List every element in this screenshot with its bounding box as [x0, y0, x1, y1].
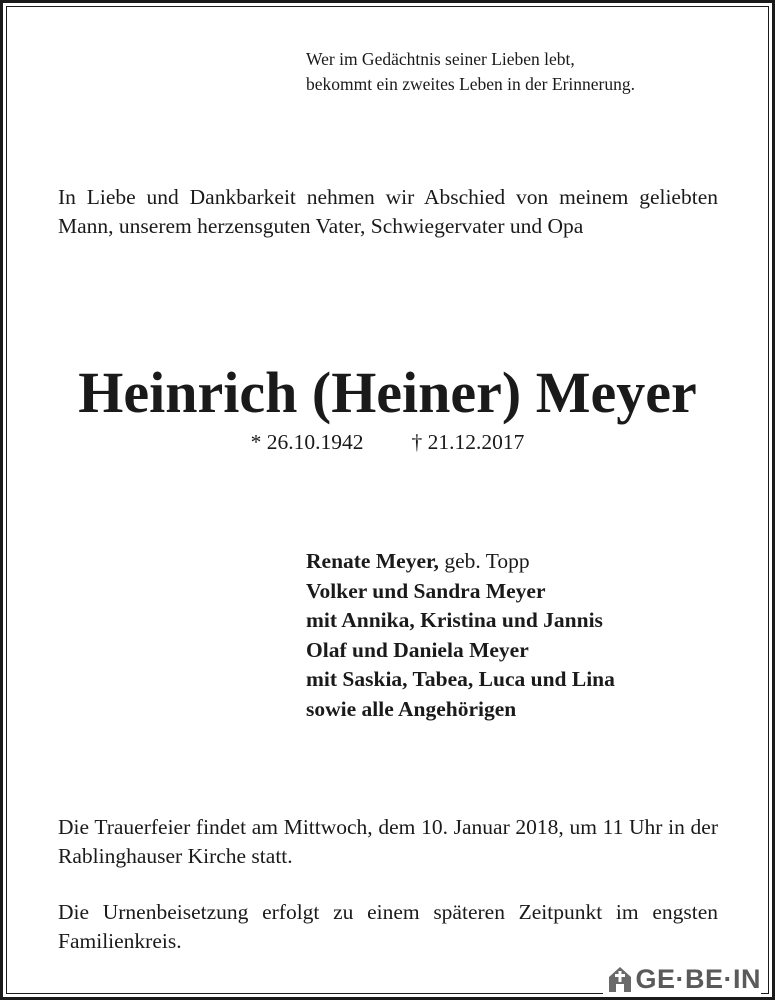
gebein-logo: [603, 964, 762, 994]
intro-text: In Liebe und Dankbarkeit nehmen wir Abschied von meinem geliebten Mann, unserem herzensguten Vater, Schwiegervater und Opa: [58, 185, 718, 238]
church-icon: [607, 965, 633, 993]
mourner-line: [306, 547, 746, 577]
motto-line-2: bekommt ein zweites Leben in der Erinnerung.: [306, 74, 635, 94]
urn-burial-notice: Die Urnenbeisetzung erfolgt zu einem späteren Zeitpunkt im engsten Familienkreis.: [58, 900, 718, 953]
motto-quote: [306, 47, 746, 97]
deceased-name: Heinrich (Heiner) Meyer: [78, 360, 697, 425]
life-dates: [0, 428, 775, 456]
mourner-line: sowie alle Angehörigen: [306, 696, 517, 721]
funeral-notice: Die Trauerfeier findet am Mittwoch, dem 10. Januar 2018, um 11 Uhr in der Rablinghauser Kirche statt.: [58, 815, 718, 868]
motto-line-1: Wer im Gedächtnis seiner Lieben lebt,: [306, 49, 575, 69]
mourner-line: mit Saskia, Tabea, Luca und Lina: [306, 667, 615, 691]
mourner-line: Volker und Sandra Meyer: [306, 578, 546, 603]
mourner-name: Renate Meyer,: [306, 549, 439, 573]
mourner-line: mit Annika, Kristina und Jannis: [306, 608, 603, 632]
mourner-maiden-name: geb. Topp: [438, 549, 530, 573]
birth-date: * 26.10.1942: [250, 430, 364, 454]
mourner-line: Olaf und Daniela Meyer: [306, 637, 529, 662]
death-date: † 21.12.2017: [411, 430, 525, 454]
logo-text: GE·BE·IN: [635, 963, 761, 994]
mourners-list: [306, 547, 746, 724]
